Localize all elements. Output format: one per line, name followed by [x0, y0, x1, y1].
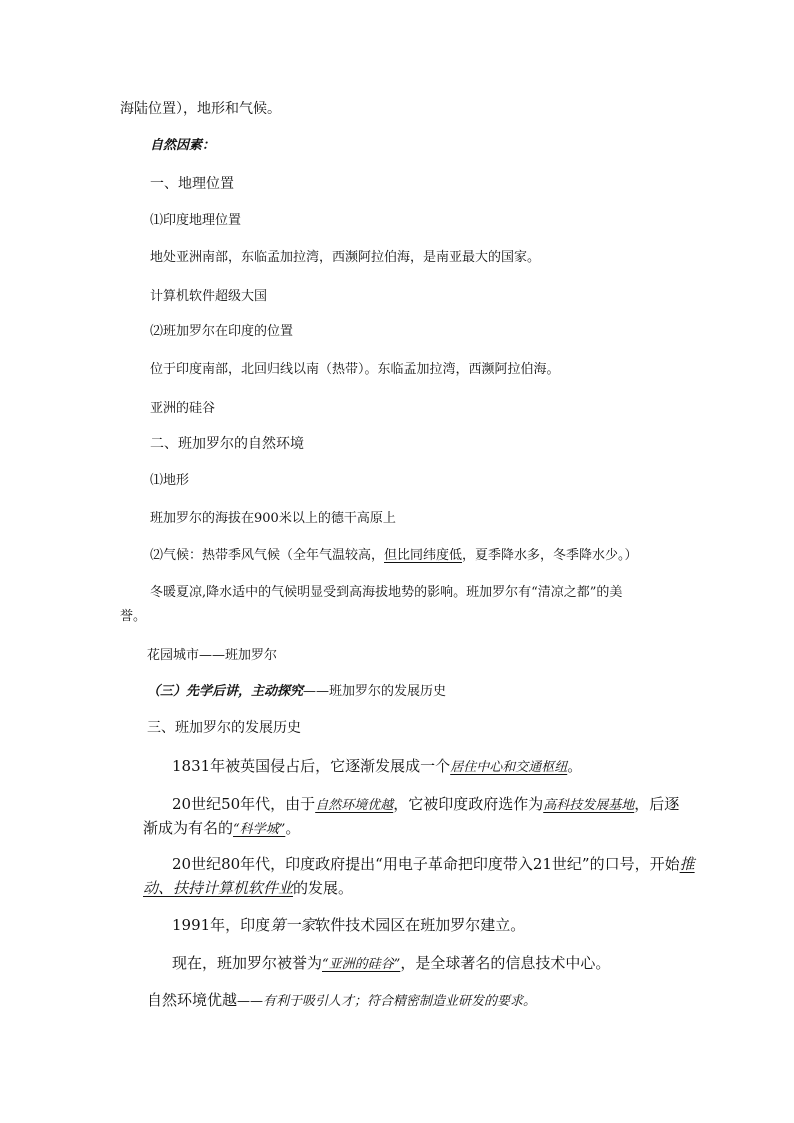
text: 计算机软件超级大国 — [150, 289, 268, 304]
section-heading — [147, 683, 446, 701]
underlined-text: 但比同纬度低 — [384, 548, 463, 563]
text: 20世纪80年代，印度政府提出“用电子革命把印度带入21世纪”的口号，开始 — [172, 855, 680, 873]
text: 亚洲的硅谷 — [150, 401, 216, 416]
text: 20世纪50年代，由于 — [172, 795, 316, 813]
text: ，它被印度政府选作为 — [393, 795, 544, 813]
text: ，夏季降水多，冬季降水少。） — [462, 548, 638, 563]
underlined-text: 居住中心和交通枢纽 — [450, 760, 568, 775]
text: 。 — [567, 757, 583, 775]
text: 三、班加罗尔的发展历史 — [147, 720, 301, 736]
text: ——班加罗尔的发展历史 — [303, 684, 447, 699]
text: 渐成为有名的 — [143, 819, 234, 837]
text: 第一家 — [270, 916, 316, 934]
text-line — [150, 400, 215, 418]
text: 。 — [285, 819, 301, 837]
text: 位于印度南部，北回归线以南（热带）。东临孟加拉湾，西濒阿拉伯海。 — [150, 362, 560, 377]
text: ⑵班加罗尔在印度的位置 — [150, 324, 294, 339]
text: 软件技术园区在班加罗尔建立。 — [315, 916, 526, 934]
subheading — [150, 323, 293, 341]
text: 现在，班加罗尔被誉为 — [172, 954, 323, 972]
underlined-text: 推 — [679, 855, 695, 873]
text-line — [150, 249, 540, 267]
text-line — [172, 954, 610, 974]
text: ⑴地形 — [150, 473, 190, 488]
text-line — [150, 361, 560, 379]
underlined-text: 动、扶持计算机软件业 — [143, 879, 294, 897]
heading — [150, 175, 234, 193]
text-line — [147, 647, 277, 665]
text: 誉。 — [120, 609, 147, 624]
text: 1991年，印度 — [172, 916, 271, 934]
section-heading — [150, 137, 215, 155]
text: 花园城市——班加罗尔 — [147, 648, 278, 663]
underlined-text: “亚洲的硅谷” — [322, 957, 401, 972]
heading — [147, 719, 301, 737]
text: 地处亚洲南部，东临孟加拉湾，西濒阿拉伯海，是南亚最大的国家。 — [150, 250, 541, 265]
text: 海陆位置），地形和气候。 — [120, 101, 281, 117]
text: 自然环境优越 — [147, 991, 238, 1009]
text-line — [150, 510, 396, 528]
text: ，后逐 — [634, 795, 680, 813]
text-line — [120, 100, 281, 118]
underlined-text: 自然环境优越 — [315, 798, 394, 813]
text: 二、班加罗尔的自然环境 — [150, 436, 304, 452]
text-line — [172, 795, 679, 815]
text: 班加罗尔的海拔在900米以上的德干高原上 — [150, 511, 396, 526]
underlined-text: 高科技发展基地 — [543, 798, 635, 813]
text: 1831年被英国侵占后，它逐渐发展成一个 — [172, 757, 451, 775]
text-line — [172, 855, 695, 873]
text: 冬暖夏凉,降水适中的气候明显受到高海拔地势的影响。班加罗尔有“清凉之都”的美 — [150, 585, 623, 600]
subheading — [150, 472, 189, 490]
text-line — [150, 584, 622, 602]
text-line — [172, 757, 582, 777]
subheading — [150, 212, 241, 230]
text-line — [143, 819, 300, 839]
text-line — [172, 916, 525, 934]
text: ⑴印度地理位置 — [150, 213, 242, 228]
text: ——有利于吸引人才；符合精密制造业研发的要求。 — [237, 994, 537, 1009]
text-line — [150, 288, 267, 306]
heading — [150, 435, 304, 453]
text-line — [143, 879, 353, 897]
text: ，是全球著名的信息技术中心。 — [400, 954, 611, 972]
text-line — [147, 991, 536, 1011]
text: 一、地理位置 — [150, 176, 234, 192]
underlined-text: “科学城” — [233, 822, 286, 837]
text: 自然因素： — [150, 138, 216, 153]
text-line — [150, 547, 638, 565]
text: （三）先学后讲，主动探究 — [147, 684, 304, 699]
text: 的发展。 — [293, 879, 354, 897]
text: ⑵气候：热带季风气候（全年气温较高， — [150, 548, 385, 563]
text-line — [120, 608, 146, 626]
